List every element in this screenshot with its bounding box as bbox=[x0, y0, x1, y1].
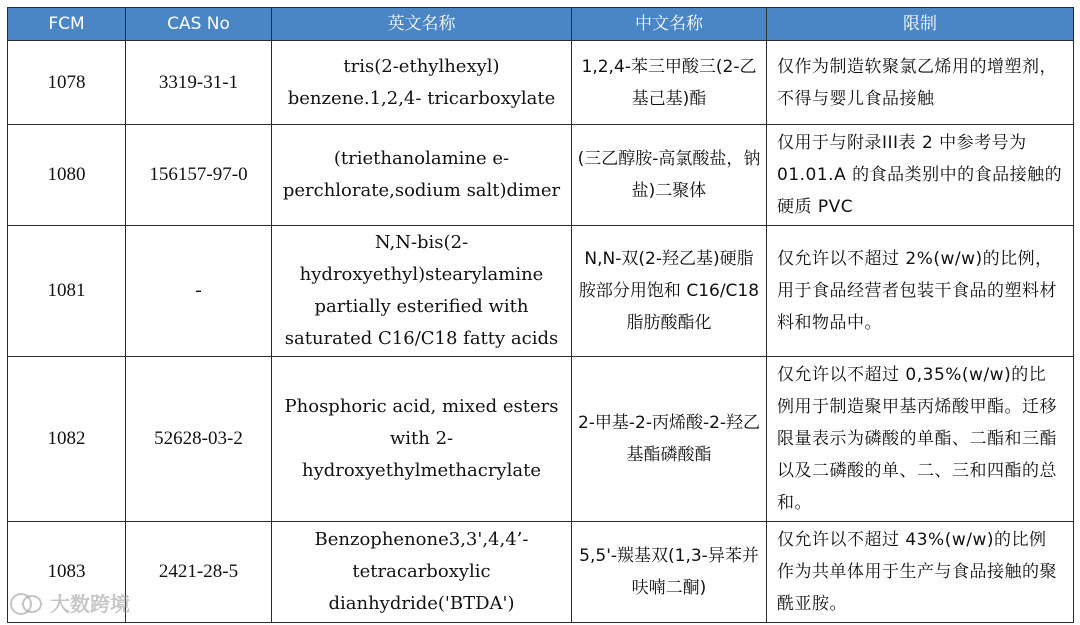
table-row bbox=[8, 125, 1074, 226]
restriction-cell: 仅允许以不超过 2%(w/w)的比例，用于食品经营者包装干食品的塑料材料和物品中。 bbox=[767, 226, 1074, 357]
watermark-text: 大数跨境 bbox=[50, 592, 130, 616]
table-row bbox=[8, 357, 1074, 522]
table-row bbox=[8, 522, 1074, 623]
header-english-name: 英文名称 bbox=[272, 8, 572, 41]
chinese-name-cell: 5,5'-羰基双(1,3-异苯并呋喃二酮) bbox=[572, 522, 767, 623]
table-row bbox=[8, 226, 1074, 357]
restriction-cell: 仅允许以不超过 43%(w/w)的比例作为共单体用于生产与食品接触的聚酰亚胺。 bbox=[767, 522, 1074, 623]
fcm-cell: 1082 bbox=[8, 357, 126, 522]
english-name-cell: Phosphoric acid, mixed esters with 2-hydroxyethylmethacrylate bbox=[272, 357, 572, 522]
english-name-cell: (triethanolamine e-perchlorate,sodium salt)dimer bbox=[272, 125, 572, 226]
fcm-cell: 1081 bbox=[8, 226, 126, 357]
fcm-cell: 1078 bbox=[8, 41, 126, 125]
cas-cell: 156157-97-0 bbox=[126, 125, 272, 226]
chinese-name-cell: 2-甲基-2-丙烯酸-2-羟乙基酯磷酸酯 bbox=[572, 357, 767, 522]
english-name-cell: Benzophenone3,3',4,4’-tetracarboxylic dianhydride('BTDA') bbox=[272, 522, 572, 623]
cas-cell: 52628-03-2 bbox=[126, 357, 272, 522]
fcm-cell: 1083 bbox=[8, 522, 126, 623]
header-cas: CAS No bbox=[126, 8, 272, 41]
restriction-cell: 仅用于与附录III表 2 中参考号为 01.01.A 的食品类别中的食品接触的硬质 PVC bbox=[767, 125, 1074, 226]
chinese-name-cell: N,N-双(2-羟乙基)硬脂胺部分用饱和 C16/C18 脂肪酸酯化 bbox=[572, 226, 767, 357]
substance-table bbox=[7, 7, 1074, 623]
chinese-name-cell: 1,2,4-苯三甲酸三(2-乙基己基)酯 bbox=[572, 41, 767, 125]
chinese-name-cell: (三乙醇胺-高氯酸盐，钠盐)二聚体 bbox=[572, 125, 767, 226]
cas-cell: - bbox=[126, 226, 272, 357]
header-fcm: FCM bbox=[8, 8, 126, 41]
cas-cell: 2421-28-5 bbox=[126, 522, 272, 623]
table-row bbox=[8, 41, 1074, 125]
english-name-cell: tris(2-ethylhexyl) benzene.1,2,4- tricarboxylate bbox=[272, 41, 572, 125]
fcm-cell: 1080 bbox=[8, 125, 126, 226]
header-row bbox=[8, 8, 1074, 41]
restriction-cell: 仅作为制造软聚氯乙烯用的增塑剂，不得与婴儿食品接触 bbox=[767, 41, 1074, 125]
header-chinese-name: 中文名称 bbox=[572, 8, 767, 41]
restriction-cell: 仅允许以不超过 0,35%(w/w)的比例用于制造聚甲基丙烯酸甲酯。迁移限量表示为磷酸的单酯、二酯和三酯以及二磷酸的单、二、三和四酯的总和。 bbox=[767, 357, 1074, 522]
english-name-cell: N,N-bis(2- hydroxyethyl)stearylamine partially esterified with saturated C16/C18 fatty acids bbox=[272, 226, 572, 357]
cas-cell: 3319-31-1 bbox=[126, 41, 272, 125]
header-restriction: 限制 bbox=[767, 8, 1074, 41]
